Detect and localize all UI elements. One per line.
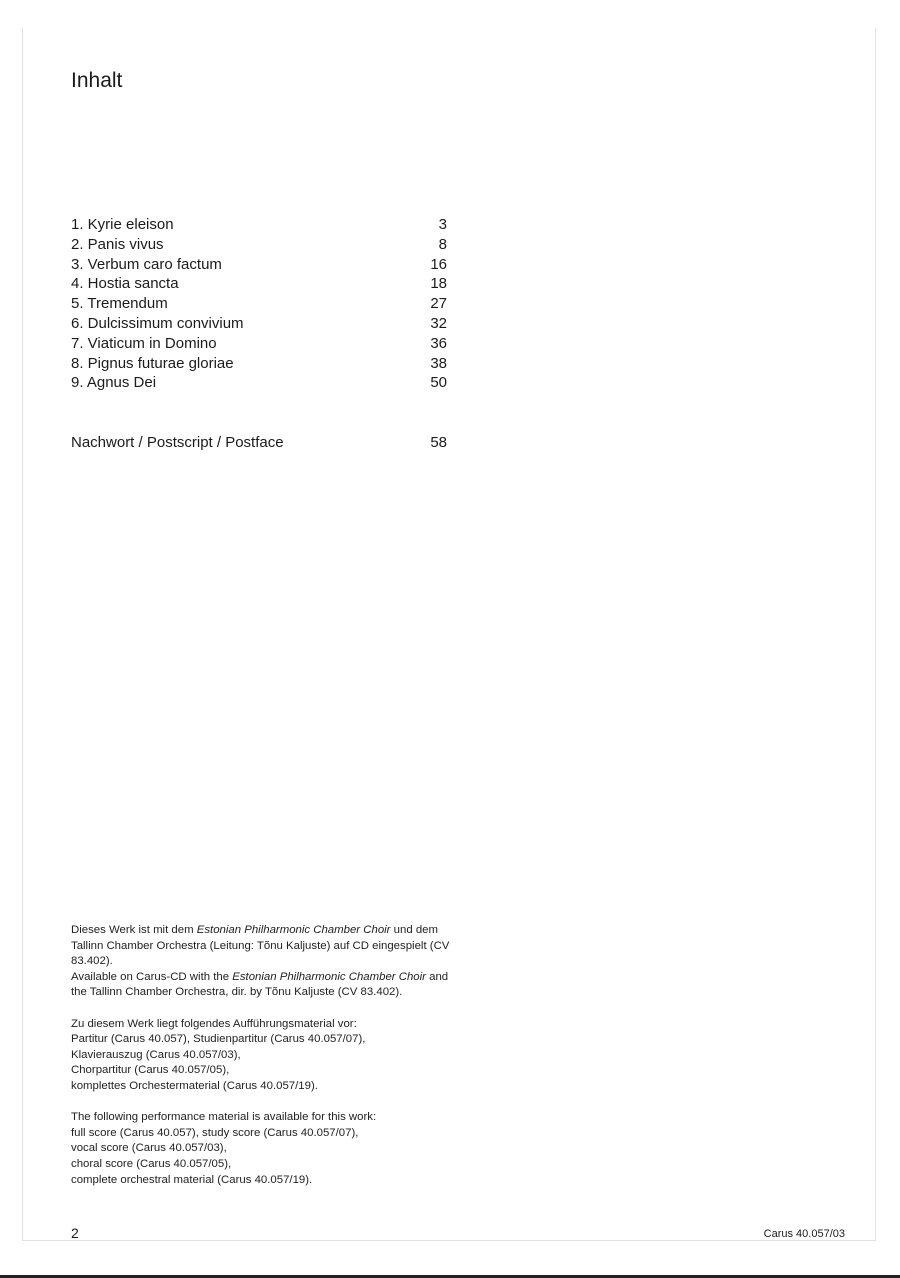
toc-entry-page: 32 [430,314,447,332]
material-line: complete orchestral material (Carus 40.057/19). [71,1173,313,1186]
recording-note-german [71,923,456,970]
toc-entry-page: 38 [430,354,447,372]
toc-entry-page: 58 [430,433,447,451]
note-text: und dem Tallinn Chamber Orchestra (Leitung: Tõnu Kaljuste) auf CD eingespielt (CV 83.402). [71,924,450,968]
material-line: komplettes Orchestermaterial (Carus 40.057/19). [71,1079,318,1092]
material-line: Zu diesem Werk liegt folgendes Aufführungsmaterial vor: [71,1017,357,1030]
toc-entry-hostia-sancta[interactable] [71,274,447,294]
catalog-number: Carus 40.057/03 [763,1228,845,1240]
material-line: Chorpartitur (Carus 40.057/05), [71,1064,230,1077]
toc-entry-page: 36 [430,334,447,352]
toc-entry-tremendum[interactable] [71,294,447,314]
toc-entry-pignus-futurae-gloriae[interactable] [71,354,447,374]
material-line: full score (Carus 40.057), study score (Carus 40.057/07), [71,1126,359,1139]
page-number: 2 [71,1225,79,1241]
toc-entry-title: 5. Tremendum [71,295,168,313]
toc-entry-title: 6. Dulcissimum convivium [71,314,244,332]
toc-entry-title: 4. Hostia sancta [71,275,179,293]
toc-entry-page: 16 [430,255,447,273]
publication-notes [71,923,456,1188]
toc-entry-page: 18 [430,275,447,293]
toc-entry-title: 7. Viaticum in Domino [71,334,217,352]
ensemble-name: Estonian Philharmonic Chamber Choir [196,924,391,936]
toc-entry-title: 2. Panis vivus [71,235,164,253]
toc-entry-panis-vivus[interactable] [71,235,447,255]
material-line: Klavierauszug (Carus 40.057/03), [71,1048,241,1061]
toc-entry-page: 50 [430,374,447,392]
note-text: Available on Carus-CD with the [71,970,233,983]
page-border-left [22,28,23,1240]
toc-entry-title: 3. Verbum caro factum [71,255,222,273]
material-line: Partitur (Carus 40.057), Studienpartitur (Carus 40.057/07), [71,1033,366,1046]
note-text: and the Tallinn Chamber Orchestra, dir. by Tõnu Kaljuste (CV 83.402). [71,970,449,999]
toc-entry-viaticum-in-domino[interactable] [71,334,447,354]
page-border-bottom [22,1240,876,1241]
toc-entry-title: 1. Kyrie eleison [71,216,174,233]
toc-entry-page: 27 [430,295,447,313]
toc-entry-kyrie[interactable] [71,215,447,235]
toc-entry-verbum-caro-factum[interactable] [71,255,447,275]
toc-entry-title: 8. Pignus futurae gloriae [71,354,234,372]
material-line: choral score (Carus 40.057/05), [71,1157,232,1170]
toc-entry-title: 9. Agnus Dei [71,374,157,392]
toc-entry-title: Nachwort / Postscript / Postface [71,433,284,451]
table-of-contents [71,215,447,453]
toc-entry-dulcissimum-convivium[interactable] [71,314,447,334]
toc-entry-postscript[interactable] [71,433,447,453]
toc-entry-page: 8 [438,235,447,253]
recording-note-english [71,970,456,1001]
toc-entry-agnus-dei[interactable] [71,373,447,393]
material-line: vocal score (Carus 40.057/03), [71,1142,227,1155]
page-border-right [875,28,876,1240]
note-text: Dieses Werk ist mit dem [71,924,197,936]
page-title: Inhalt [71,69,123,92]
ensemble-name: Estonian Philharmonic Chamber Choir [232,970,426,983]
material-line: The following performance material is available for this work: [71,1111,377,1124]
toc-entry-page: 3 [438,216,447,233]
